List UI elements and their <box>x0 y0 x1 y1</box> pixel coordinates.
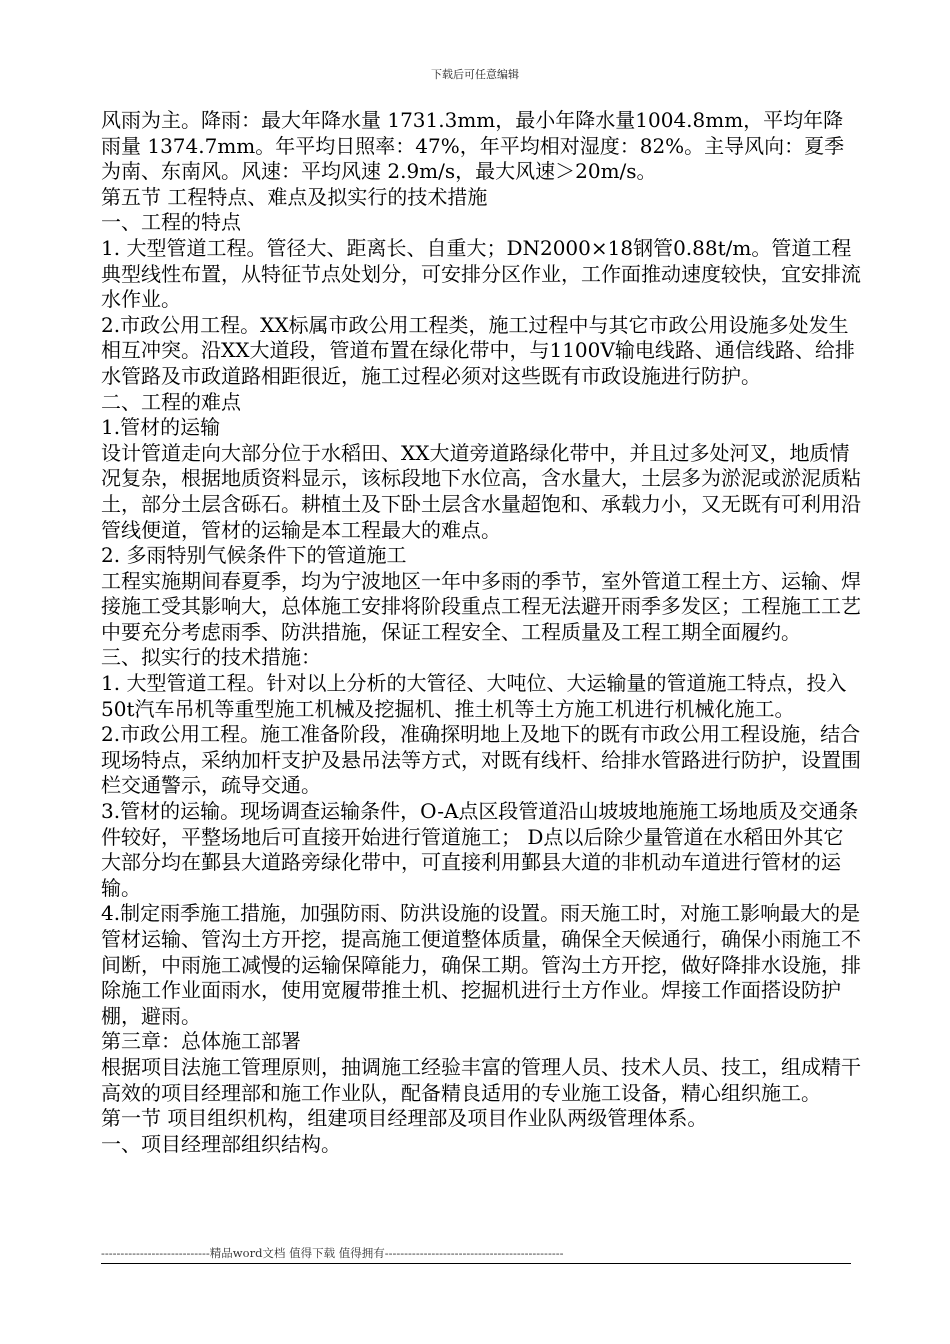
paragraph-deployment: 根据项目法施工管理原则，抽调施工经验丰富的管理人员、技术人员、技工，组成精干高效的项目经理部和施工作业队，配备精良适用的专业施工设备，精心组织施工。 <box>101 1054 861 1105</box>
page-header: 下载后可任意编辑 <box>431 68 519 81</box>
section-heading-5: 第五节 工程特点、难点及拟实行的技术措施 <box>101 184 488 209</box>
paragraph-measure-4: 4.制定雨季施工措施，加强防雨、防洪设施的设置。雨天施工时，对施工影响最大的是管材运输、管沟土方开挖，提高施工便道整体质量，确保全天候通行，确保小雨施工不间断，中雨施工减慢的运输保障能力，确保工期。管沟土方开挖，做好降排水设施，排除施工作业面雨水，使用宽履带推土机、挖掘机进行土方作业。焊接工作面搭设防护棚，避雨。 <box>101 901 861 1028</box>
paragraph-difficulty-1: 设计管道走向大部分位于水稻田、XX大道旁道路绿化带中，并且过多处河叉，地质情况复杂，根据地质资料显示，该标段地下水位高，含水量大，土层多为淤泥或淤泥质粘土，部分土层含砾石。耕植土及下卧土层含水量超饱和、承载力小，又无既有可利用沿管线便道，管材的运输是本工程最大的难点。 <box>101 440 861 542</box>
subheading-difficulty-2: 2. 多雨特别气候条件下的管道施工 <box>101 543 407 568</box>
subheading-measures: 三、拟实行的技术措施： <box>101 645 321 670</box>
paragraph-climate: 风雨为主。降雨：最大年降水量 1731.3mm，最小年降水量1004.8mm，平均年降雨量 1374.7mm。年平均日照率：47%，年平均相对湿度：82%。主导风向：夏季为南、东南风。风速：平均风速 2.9m/s，最大风速＞20m/s。 <box>101 108 845 184</box>
chapter-heading-3: 第三章：总体施工部署 <box>101 1029 301 1054</box>
page-footer: ----------------------------精品word文档 值得下载 值得拥有---------------------------------------------- <box>101 1246 564 1260</box>
paragraph-measure-2: 2.市政公用工程。施工准备阶段，准确探明地上及地下的既有市政公用工程设施，结合现场特点，采纳加杆支护及悬吊法等方式，对既有线杆、给排水管路进行防护，设置围栏交通警示，疏导交通。 <box>101 722 861 798</box>
paragraph-difficulty-2: 工程实施期间春夏季，均为宁波地区一年中多雨的季节，室外管道工程土方、运输、焊接施工受其影响大，总体施工安排将阶段重点工程无法避开雨季多发区；工程施工工艺中要充分考虑雨季、防洪措施，保证工程安全、工程质量及工程工期全面履约。 <box>101 568 861 644</box>
footer-rule <box>101 1263 851 1264</box>
document-body <box>101 108 861 1157</box>
subheading-org-structure: 一、项目经理部组织结构。 <box>101 1131 341 1156</box>
paragraph-measure-3: 3.管材的运输。现场调查运输条件，O-A点区段管道沿山坡坡地施施工场地质及交通条件较好，平整场地后可直接开始进行管道施工； D点以后除少量管道在水稻田外其它大部分均在鄞县大道路旁绿化带中，可直接利用鄞县大道的非机动车道进行管材的运输。 <box>101 799 859 900</box>
subheading-features: 一、工程的特点 <box>101 210 241 235</box>
paragraph-feature-2: 2.市政公用工程。XX标属市政公用工程类，施工过程中与其它市政公用设施多处发生相互冲突。沿XX大道段，管道布置在绿化带中，与1100V输电线路、通信线路、给排水管路及市政道路相距很近，施工过程必须对这些既有市政设施进行防护。 <box>101 312 855 388</box>
paragraph-feature-1: 1. 大型管道工程。管径大、距离长、自重大；DN2000×18钢管0.88t/m。管道工程典型线性布置，从特征节点处划分，可安排分区作业，工作面推动速度较快，宜安排流水作业。 <box>101 235 861 312</box>
subheading-difficulties: 二、工程的难点 <box>101 389 241 414</box>
paragraph-measure-1: 1. 大型管道工程。针对以上分析的大管径、大吨位、大运输量的管道施工特点，投入50t汽车吊机等重型施工机械及挖掘机、推土机等土方施工机进行机械化施工。 <box>101 671 847 721</box>
subheading-difficulty-1: 1.管材的运输 <box>101 415 221 440</box>
section-heading-1: 第一节 项目组织机构，组建项目经理部及项目作业队两级管理体系。 <box>101 1106 708 1131</box>
